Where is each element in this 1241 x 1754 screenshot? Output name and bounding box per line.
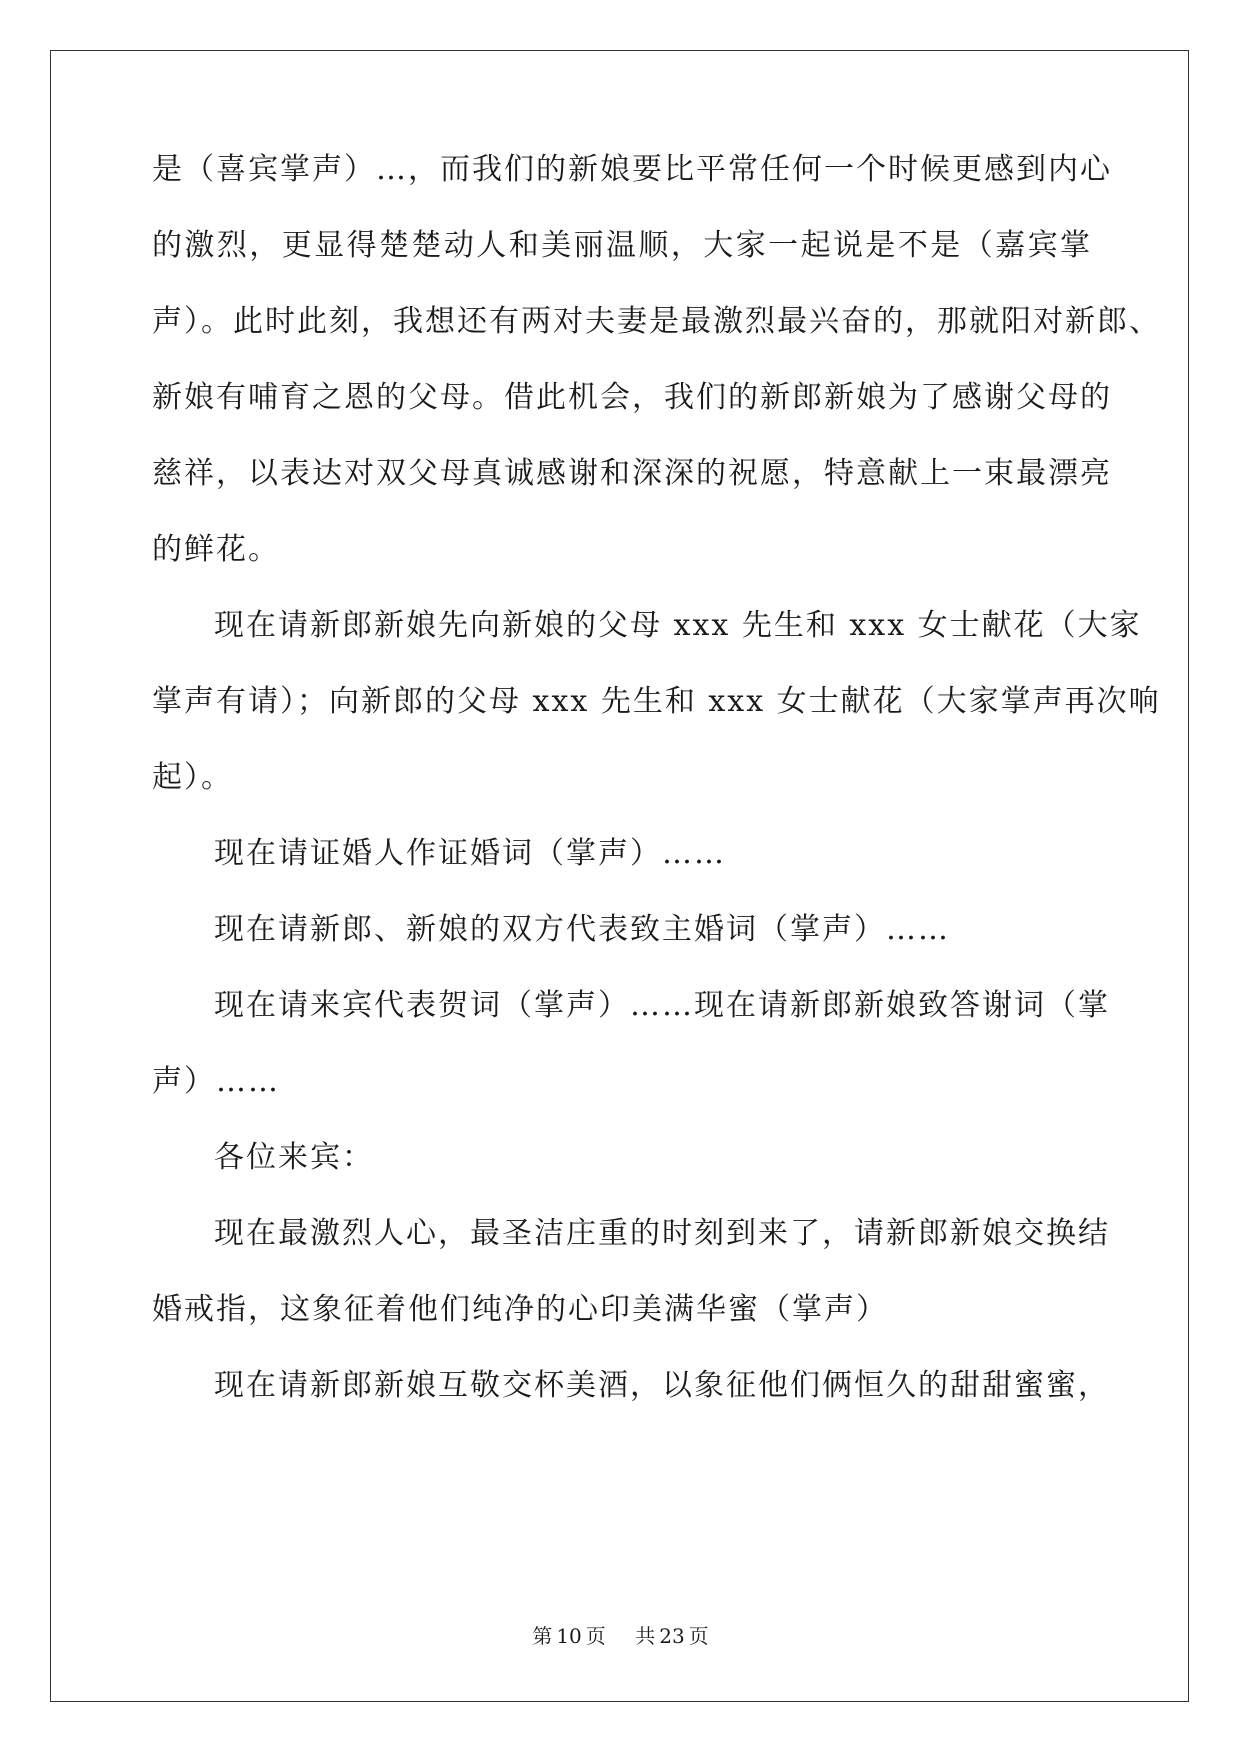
total-prefix: 共 <box>635 1624 656 1648</box>
text-line: 是（喜宾掌声）…，而我们的新娘要比平常任何一个时候更感到内心 <box>152 152 1112 187</box>
page-border <box>50 50 1189 1702</box>
text-line: 起）。 <box>152 760 233 795</box>
page-number: 10 <box>556 1624 582 1648</box>
total-pages: 23 <box>659 1624 685 1648</box>
text-line: 的激烈，更显得楚楚动人和美丽温顺，大家一起说是不是（嘉宾掌 <box>152 228 1092 263</box>
text-line: 各位来宾： <box>214 1140 374 1175</box>
text-line: 现在请来宾代表贺词（掌声）……现在请新郎新娘致答谢词（掌 <box>214 988 1110 1023</box>
page-label-prefix: 第 <box>532 1624 553 1648</box>
text-line: 慈祥，以表达对双父母真诚感谢和深深的祝愿，特意献上一束最漂亮 <box>152 456 1112 491</box>
text-line: 现在请证婚人作证婚词（掌声）…… <box>214 836 726 871</box>
text-line: 现在请新郎新娘先向新娘的父母 xxx 先生和 xxx 女士献花（大家 <box>214 608 1142 643</box>
text-line: 婚戒指，这象征着他们纯净的心印美满华蜜（掌声） <box>152 1292 888 1327</box>
total-suffix: 页 <box>688 1624 709 1648</box>
text-line: 声）…… <box>152 1064 280 1099</box>
text-line: 现在请新郎、新娘的双方代表致主婚词（掌声）…… <box>214 912 950 947</box>
text-line: 的鲜花。 <box>152 532 280 567</box>
page-footer <box>0 1624 1241 1648</box>
text-line: 现在请新郎新娘互敬交杯美酒，以象征他们俩恒久的甜甜蜜蜜， <box>214 1368 1110 1403</box>
text-line: 掌声有请）；向新郎的父母 xxx 先生和 xxx 女士献花（大家掌声再次响 <box>152 684 1161 719</box>
text-line: 新娘有哺育之恩的父母。借此机会，我们的新郎新娘为了感谢父母的 <box>152 380 1112 415</box>
page-label-suffix: 页 <box>585 1624 606 1648</box>
text-line: 声）。此时此刻，我想还有两对夫妻是最激烈最兴奋的，那就阳对新郎、 <box>152 304 1161 339</box>
text-line: 现在最激烈人心，最圣洁庄重的时刻到来了，请新郎新娘交换结 <box>214 1216 1110 1251</box>
